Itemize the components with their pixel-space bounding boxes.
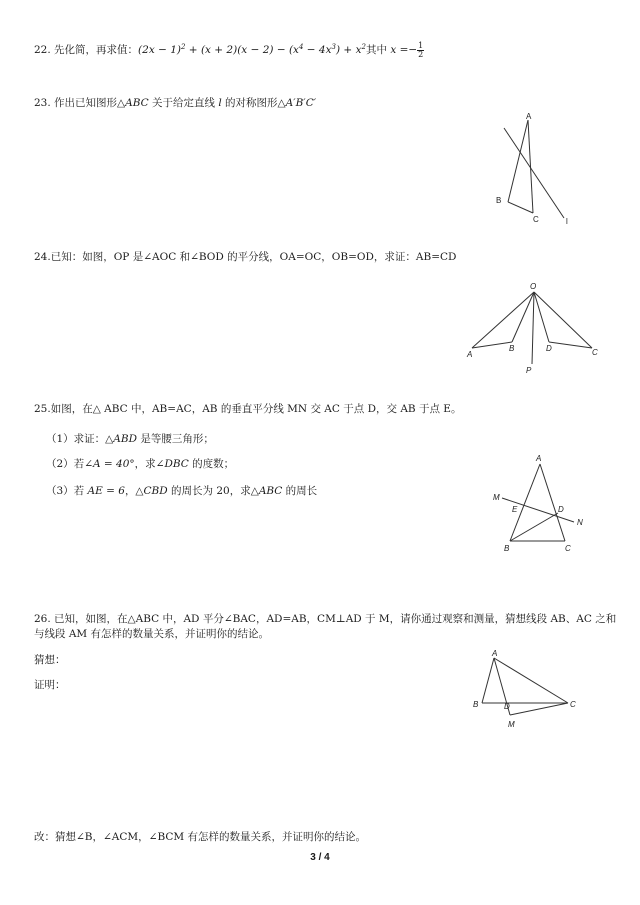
page-number: 3 / 4: [310, 852, 330, 863]
math-expression: $(2x - 1)^2 + (x + 2)(x - 2) - (x^4 - 4x^3) + x^2$: [138, 43, 366, 56]
question-mid: 其中: [365, 44, 391, 56]
label-d: D: [546, 344, 552, 353]
line-name: l: [218, 97, 222, 109]
figure-q26: [470, 648, 590, 733]
question-25-part-1: （1）求证：△ABD 是等腰三角形；: [46, 433, 214, 445]
label-b: B: [496, 196, 502, 205]
question-text: 作出已知图形△: [54, 97, 126, 109]
figure-q24: [462, 280, 612, 375]
figure-q23: [480, 110, 580, 230]
segment-bc: [508, 202, 533, 213]
question-25: 25.如图，在△ ABC 中，AB=AC，AB 的垂直平分线 MN 交 AC 于点 D，交 AB 于点 E。: [34, 403, 462, 415]
question-22: [34, 40, 424, 59]
label-m: M: [508, 720, 515, 729]
triangle-name: ABC: [125, 97, 149, 109]
figure-q25: [488, 450, 588, 555]
label-o: O: [530, 282, 537, 291]
fraction: $\frac{1}{2}$: [418, 40, 424, 59]
segment-bd: [510, 513, 558, 541]
label-c: C: [565, 544, 571, 553]
segment-op: [532, 292, 534, 364]
label-b: B: [504, 544, 510, 553]
question-text: 的对称图形△: [221, 97, 286, 109]
question-26-line-2: 与线段 AM 有怎样的数量关系，并证明你的结论。: [34, 628, 270, 640]
segment-oa: [472, 292, 534, 348]
segment-dc: [549, 342, 592, 348]
label-a: A: [526, 112, 532, 121]
segment-ab: [508, 120, 528, 202]
segment-ob: [512, 292, 534, 342]
question-25-part-2: （2）若∠A = 40°，求∠DBC 的度数；: [46, 458, 235, 470]
label-b: B: [473, 700, 479, 709]
segment-ab: [482, 658, 494, 703]
label-c: C: [533, 215, 539, 224]
label-d: D: [558, 505, 564, 514]
question-26-line-1: 26. 已知，如图，在△ABC 中，AD 平分∠BAC，AD=AB，CM⊥AD 于 M，请你通过观察和测量，猜想线段 AB、AC 之和: [34, 613, 617, 625]
label-l: l: [566, 217, 568, 226]
label-m: M: [493, 493, 500, 502]
label-a: A: [467, 350, 473, 359]
question-24: 24.已知：如图，OP 是∠AOC 和∠BOD 的平分线，OA=OC，OB=OD，求证：AB=CD: [34, 251, 457, 263]
label-a: A: [536, 454, 542, 463]
label-b: B: [509, 344, 515, 353]
proof-label: 证明：: [34, 679, 66, 691]
label-p: P: [526, 366, 532, 375]
label-e: E: [512, 505, 518, 514]
segment-ac: [528, 120, 533, 213]
question-25-part-3: （3）若 AE = 6，△CBD 的周长为 20，求△ABC 的周长: [46, 485, 318, 497]
question-number: 22.: [34, 44, 51, 56]
question-text: 关于给定直线: [148, 97, 219, 109]
label-c: C: [570, 700, 576, 709]
label-c: C: [592, 348, 598, 357]
label-a: A: [492, 649, 498, 658]
question-number: 23.: [34, 97, 51, 109]
segment-mc: [510, 703, 568, 715]
question-23: [34, 96, 316, 110]
x-value: x =−: [390, 44, 418, 56]
label-d: D: [504, 702, 510, 711]
triangle-image-name: A′B′C′: [285, 97, 317, 109]
question-26-variant: 改：猜想∠B，∠ACM，∠BCM 有怎样的数量关系，并证明你的结论。: [34, 831, 367, 843]
segment-ac: [540, 464, 565, 541]
question-lead: 先化简，再求值：: [54, 44, 139, 56]
guess-label: 猜想：: [34, 654, 66, 666]
label-n: N: [577, 518, 583, 527]
